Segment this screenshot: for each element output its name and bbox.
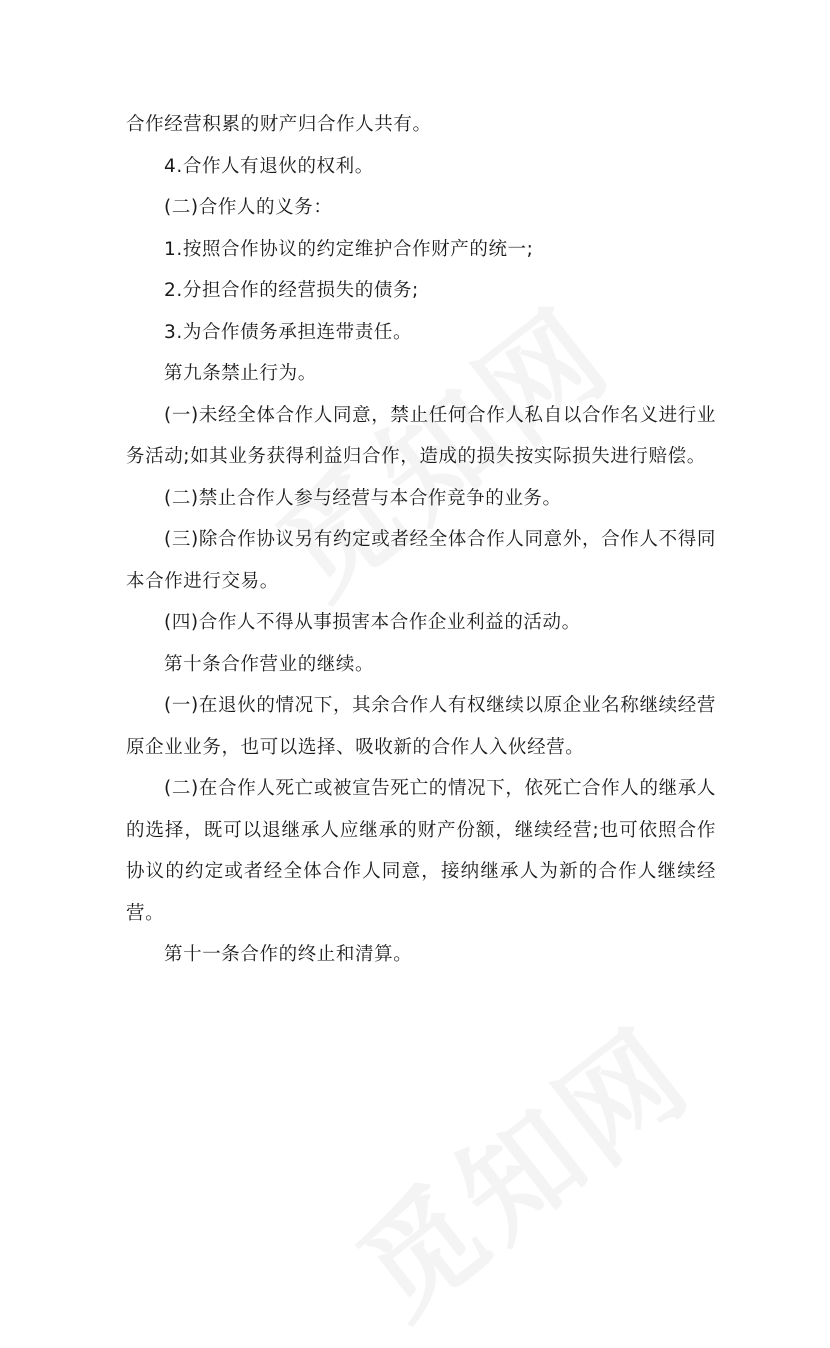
paragraph: (二)在合作人死亡或被宣告死亡的情况下，依死亡合作人的继承人的选择，既可以退继承人应继承的财产份额，继续经营;也可依照合作协议的约定或者经全体合作人同意，接纳继承人为新的合作人继续经营。 bbox=[126, 778, 716, 924]
paragraph: (四)合作人不得从事损害本合作企业利益的活动。 bbox=[164, 612, 581, 633]
paragraph: (一)在退伙的情况下，其余合作人有权继续以原企业名称继续经营原企业业务，也可以选择、吸收新的合作人入伙经营。 bbox=[126, 695, 716, 758]
section-heading: 第十条合作营业的继续。 bbox=[164, 653, 375, 675]
paragraph: 2.分担合作的经营损失的债务; bbox=[164, 280, 419, 301]
paragraph: (二)禁止合作人参与经营与本合作竞争的业务。 bbox=[164, 487, 562, 509]
paragraph: 合作经营积累的财产归合作人共有。 bbox=[126, 114, 432, 135]
section-heading: 第十一条合作的终止和清算。 bbox=[164, 944, 413, 965]
paragraph: (三)除合作协议另有约定或者经全体合作人同意外，合作人不得同本合作进行交易。 bbox=[126, 529, 716, 592]
watermark bbox=[318, 982, 721, 1348]
paragraph: 4.合作人有退伙的权利。 bbox=[164, 155, 374, 177]
paragraph: (二)合作人的义务： bbox=[164, 197, 333, 218]
paragraph: (一)未经全体合作人同意，禁止任何合作人私自以合作名义进行业务活动;如其业务获得利益归合作，造成的损失按实际损失进行赔偿。 bbox=[126, 404, 716, 467]
document-body bbox=[126, 104, 716, 976]
paragraph: 1.按照合作协议的约定维护合作财产的统一; bbox=[164, 238, 534, 260]
paragraph: 3.为合作债务承担连带责任。 bbox=[164, 321, 413, 343]
section-heading: 第九条禁止行为。 bbox=[164, 363, 317, 384]
